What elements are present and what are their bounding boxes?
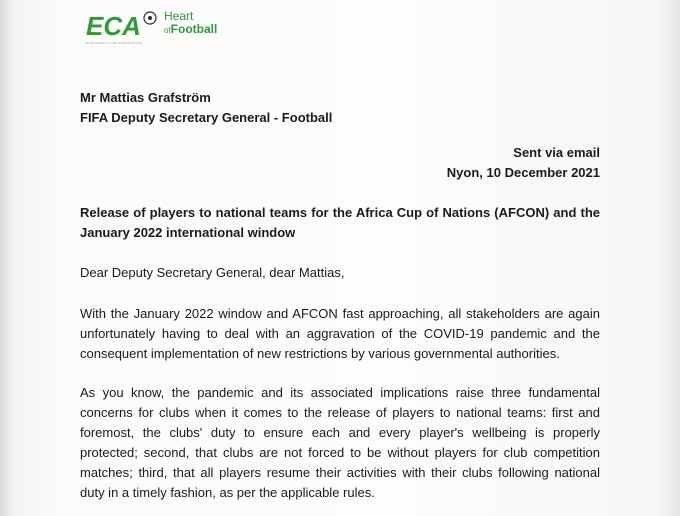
place-date: Nyon, 10 December 2021 — [446, 165, 600, 180]
paragraph-1-line: consequent implementation of new restrictions by various governmental authorities. — [80, 346, 560, 361]
subject-line-2: January 2022 international window — [80, 225, 296, 240]
paragraph-2-line: matches; third, that all players resume their activities with their clubs following national — [80, 465, 600, 480]
paragraph-2-line: duty in a timely fashion, as per the applicable rules. — [80, 485, 375, 500]
paragraph-2 — [80, 383, 600, 503]
logo-tagline — [164, 10, 217, 37]
svg-text:ECA: ECA — [86, 11, 141, 41]
recipient-block — [80, 88, 600, 128]
tagline-of-football — [164, 23, 217, 37]
tagline-football: Football — [170, 22, 218, 36]
tagline-heart: Heart — [164, 9, 194, 23]
tagline-of: of — [164, 26, 171, 35]
eca-logo — [84, 8, 234, 48]
paragraph-1 — [80, 304, 600, 364]
sent-block — [80, 143, 600, 183]
logo-subtext: EUROPEAN CLUB ASSOCIATION — [86, 41, 143, 45]
recipient-title: FIFA Deputy Secretary General - Football — [80, 110, 333, 125]
greeting: Dear Deputy Secretary General, dear Mattias, — [80, 265, 345, 280]
sent-via: Sent via email — [513, 145, 600, 160]
paragraph-1-line: With the January 2022 window and AFCON fast approaching, all stakeholders are again — [80, 306, 600, 321]
subject-heading — [80, 203, 600, 243]
paragraph-2-line: foremost, the clubs' duty to ensure each and every player's wellbeing is properly — [80, 425, 600, 440]
recipient-name: Mr Mattias Grafström — [80, 90, 211, 105]
paragraph-1-line: unfortunately having to deal with an aggravation of the COVID-19 pandemic and the — [80, 326, 600, 341]
paragraph-2-line: protected; second, that clubs are not forced to be without players for club competition — [80, 445, 600, 460]
subject-line-1: Release of players to national teams for the Africa Cup of Nations (AFCON) and the — [80, 205, 600, 220]
paragraph-2-line: concerns for clubs when it comes to the release of players to national teams: first and — [80, 405, 600, 420]
paragraph-2-line: As you know, the pandemic and its associated implications raise three fundamental — [80, 385, 600, 400]
football-icon — [144, 12, 156, 24]
